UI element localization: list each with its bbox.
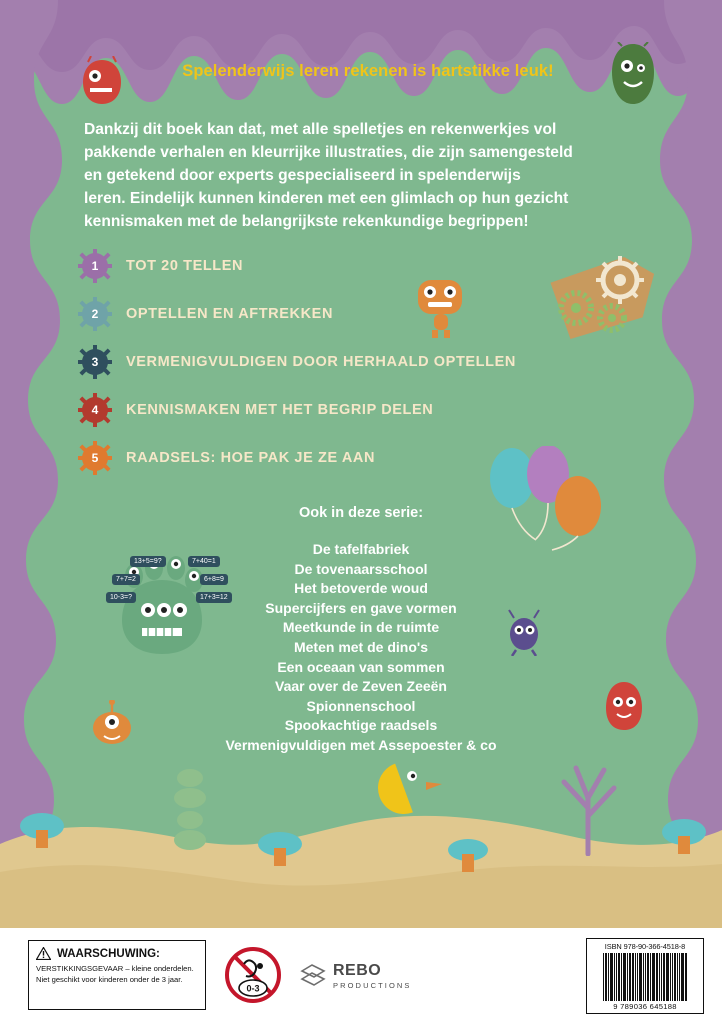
topic-label: OPTELLEN EN AFTREKKEN xyxy=(126,306,334,322)
series-item: Meetkunde in de ruimte xyxy=(282,619,440,636)
topic-item-5 xyxy=(78,434,598,482)
series-item: De tovenaarsschool xyxy=(294,560,428,577)
mushroom-icon xyxy=(660,812,708,856)
series-item: Het betoverde woud xyxy=(294,580,428,597)
series-item: Vaar over de Zeven Zeeën xyxy=(275,678,447,695)
series-title: Ook in deze serie: xyxy=(298,505,424,521)
topic-number: 5 xyxy=(91,451,99,465)
series-item: Meten met de dino's xyxy=(293,638,428,655)
intro-line: kennismaken met de belangrijkste rekenkundige begrippen! xyxy=(84,213,529,230)
headline: Spelenderwijs leren rekenen is hartstikke leuk! xyxy=(182,62,554,80)
isbn-text: ISBN 978-90-366-4518-8 xyxy=(604,942,686,951)
warning-header xyxy=(36,947,198,960)
age-mark-text: 0-3 xyxy=(246,983,260,994)
series-item: Spionnenschool xyxy=(306,697,416,714)
gear-icon xyxy=(78,345,112,379)
topic-label: TOT 20 TELLEN xyxy=(126,258,244,274)
intro-line: leren. Eindelijk kunnen kinderen met een glimlach op hun gezicht xyxy=(84,190,569,207)
barcode-bars xyxy=(591,953,699,1001)
mushroom-icon xyxy=(446,834,490,874)
barcode-box xyxy=(586,938,704,1014)
topic-number: 4 xyxy=(91,403,99,417)
topic-number: 1 xyxy=(91,259,99,273)
math-sum-bubbles: 13+5=9? 7+40=1 7+7=2 6+8=9 10-3=? 17+3=12 xyxy=(130,556,250,596)
topic-label: KENNISMAKEN MET HET BEGRIP DELEN xyxy=(126,402,434,418)
publisher-name: REBO xyxy=(333,962,382,979)
series-item: Een oceaan van sommen xyxy=(277,658,445,675)
topics-list xyxy=(78,242,598,482)
warning-title: WAARSCHUWING: xyxy=(57,947,160,960)
dead-tree-icon xyxy=(548,746,634,856)
age-restriction-mark xyxy=(222,944,284,1006)
warning-triangle-icon xyxy=(36,947,51,960)
intro-line: Dankzij dit boek kan dat, met alle spelletjes en rekenwerkjes vol xyxy=(84,121,557,138)
warning-box xyxy=(28,940,206,1010)
series-list xyxy=(0,540,722,756)
ce-mark xyxy=(500,958,562,1003)
ce-mark-icon xyxy=(500,958,562,998)
gear-icon xyxy=(78,441,112,475)
stacked-rocks-icon xyxy=(170,766,210,852)
topic-item-3 xyxy=(78,338,598,386)
publisher-subtitle: PRODUCTIONS xyxy=(333,981,412,990)
rebo-mark-icon xyxy=(300,963,326,989)
mushroom-icon xyxy=(18,806,66,850)
warning-line: VERSTIKKINGSGEVAAR – kleine onderdelen. xyxy=(36,964,194,973)
series-item: Spookachtige raadsels xyxy=(284,717,438,734)
warning-line: Niet geschikt voor kinderen onder de 3 jaar. xyxy=(36,974,183,984)
gear-icon xyxy=(78,393,112,427)
topic-item-1 xyxy=(78,242,598,290)
topic-label: VERMENIGVULDIGEN DOOR HERHAALD OPTELLEN xyxy=(126,354,516,370)
intro-line: en getekend door experts gespecialiseerd in spelenderwijs xyxy=(84,167,521,184)
footer-strip xyxy=(0,928,722,1024)
publisher-logo xyxy=(300,956,412,996)
isbn-number: 9 789036 645188 xyxy=(613,1002,677,1011)
intro-paragraph xyxy=(84,118,646,233)
topic-label: RAADSELS: HOE PAK JE ZE AAN xyxy=(126,450,376,466)
series-item: Vermenigvuldigen met Assepoester & co xyxy=(225,736,497,753)
intro-line: pakkende verhalen en kleurrijke illustraties, die zijn samengesteld xyxy=(84,144,573,161)
topic-number: 3 xyxy=(91,355,99,369)
warning-text xyxy=(36,964,198,985)
yellow-pacman-bird-icon xyxy=(368,758,444,816)
topic-item-2 xyxy=(78,290,598,338)
mushroom-icon xyxy=(256,826,304,868)
series-item: Supercijfers en gave vormen xyxy=(265,599,457,616)
topic-number: 2 xyxy=(91,307,99,321)
gear-icon xyxy=(78,297,112,331)
topic-item-4 xyxy=(78,386,598,434)
series-item: De tafelfabriek xyxy=(312,541,410,557)
gear-icon xyxy=(78,249,112,283)
